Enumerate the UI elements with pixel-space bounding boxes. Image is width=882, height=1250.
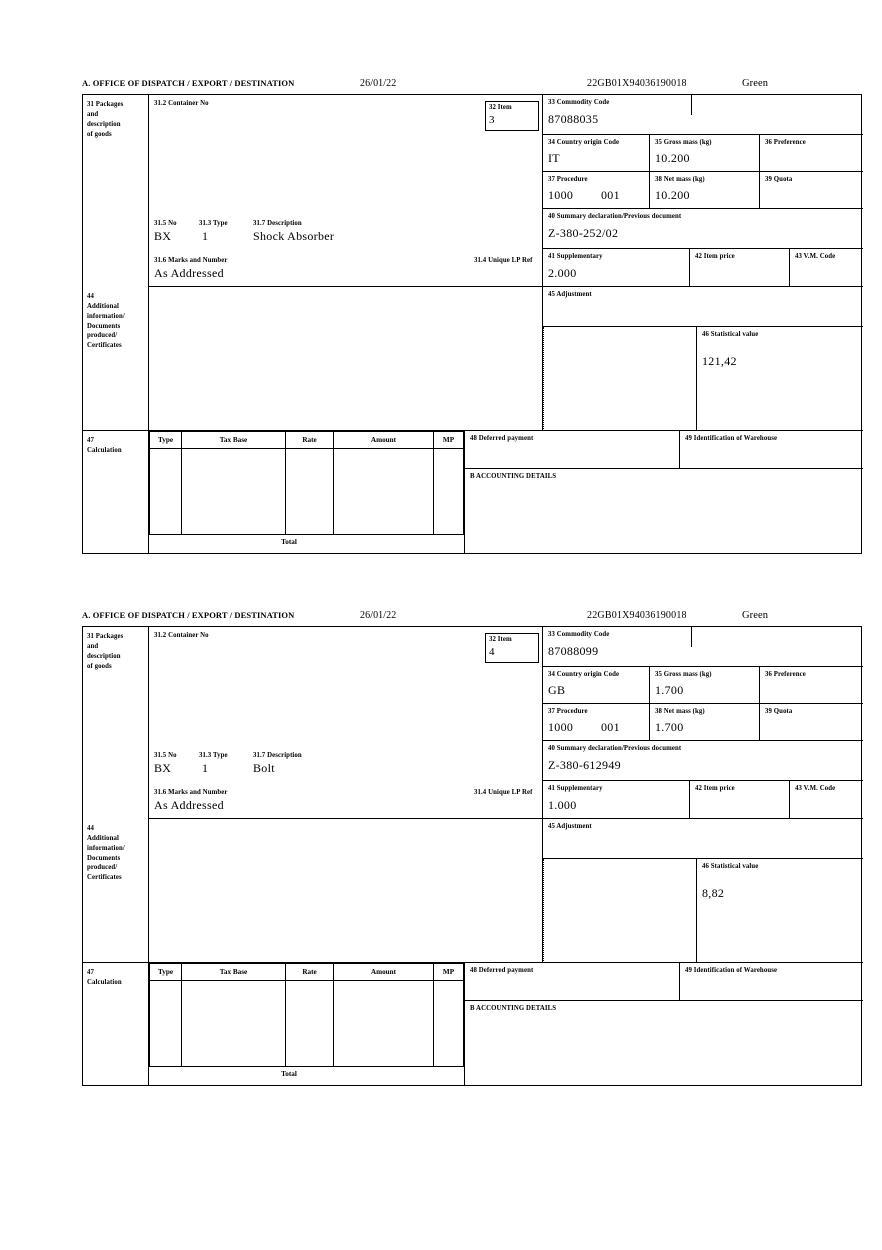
box-41-supplementary-2 <box>543 781 690 819</box>
box-44-content <box>149 287 543 431</box>
box-34-country-origin <box>543 135 650 172</box>
box-48-label-2: 48 Deferred payment <box>470 967 534 974</box>
calculation-table-body-2 <box>149 963 464 1067</box>
office-of-dispatch-label: A. OFFICE OF DISPATCH / EXPORT / DESTINATION <box>82 78 295 88</box>
box-38-value-2: 1.700 <box>655 719 684 734</box>
box-31-label-line4-2: of goods <box>87 662 112 670</box>
box-46-value: 121,42 <box>702 353 737 368</box>
calc-col-rate-body-2 <box>286 981 334 1066</box>
box-37-procedure-2 <box>543 704 650 741</box>
box-41-label: 41 Supplementary <box>548 253 603 260</box>
box-44-label-line2: Additional <box>87 302 119 310</box>
box-31-4-unique-lp-ref-label: 31.4 Unique LP Ref <box>474 257 533 264</box>
box-38-net-mass-2 <box>650 704 760 741</box>
box-44-label-line1: 44 <box>87 293 94 300</box>
box-31-6-marks-value-2: As Addressed <box>154 798 224 812</box>
box-36-preference <box>760 135 863 172</box>
box-42-label: 42 Item price <box>695 253 735 260</box>
box-39-label-2: 39 Quota <box>765 708 793 715</box>
box-31-label-line3: description <box>87 120 121 128</box>
box-38-label: 38 Net mass (kg) <box>655 176 705 183</box>
box-31-label-line4: of goods <box>87 130 112 138</box>
calc-total-label-2: Total <box>281 1070 297 1078</box>
box-32-item-2 <box>485 633 539 663</box>
box-34-label-2: 34 Country origin Code <box>548 671 620 678</box>
box-31-5-no-value-2: BX <box>154 761 172 775</box>
box-48-deferred-payment <box>464 431 679 469</box>
declaration-grid-1 <box>82 94 862 554</box>
box-31-label-line1: 31 Packages <box>87 101 124 108</box>
box-44-label-line5: produced/ <box>87 332 118 340</box>
box-33-commodity-code <box>543 95 863 135</box>
box-49-identification-warehouse-2 <box>679 963 863 1001</box>
box-37-label: 37 Procedure <box>548 176 588 183</box>
box-45-label: 45 Adjustment <box>548 291 592 298</box>
box-41-value: 2.000 <box>548 265 577 280</box>
box-33-divider <box>691 95 692 115</box>
box-44-label-line2-2: Additional <box>87 834 119 842</box>
box-48-label: 48 Deferred payment <box>470 435 534 442</box>
box-49-label-2: 49 Identification of Warehouse <box>685 967 778 974</box>
box-35-gross-mass-2 <box>650 667 760 704</box>
box-44-label-line1-2: 44 <box>87 825 94 832</box>
box-31-5-no-label-2: 31.5 No <box>154 752 177 759</box>
box-33-divider-2 <box>691 627 692 647</box>
box-34-label: 34 Country origin Code <box>548 139 620 146</box>
box-39-quota <box>760 172 863 209</box>
calculation-table-body <box>149 431 464 535</box>
box-35-gross-mass <box>650 135 760 172</box>
box-34-value: IT <box>548 150 560 165</box>
declaration-grid-2 <box>82 626 862 1086</box>
calc-col-rate-header-2: Rate <box>286 964 334 981</box>
box-40-summary-declaration-2 <box>543 741 863 781</box>
calc-col-mp-header-2: MP <box>434 964 463 981</box>
box-45-adjustment <box>543 287 863 327</box>
box-31-7-description-value: Shock Absorber <box>253 229 335 243</box>
calc-col-type-header: Type <box>150 432 182 449</box>
box-34-country-origin-2 <box>543 667 650 704</box>
calc-col-type-body-2 <box>150 981 182 1066</box>
box-40-summary-declaration <box>543 209 863 249</box>
box-43-label-2: 43 V.M. Code <box>795 785 836 792</box>
box-46-label-2: 46 Statistical value <box>702 863 759 870</box>
box-31-2-container-no-label: 31.2 Container No <box>154 100 209 107</box>
box-40-value: Z-380-252/02 <box>548 225 619 240</box>
box-b-accounting-details-2 <box>464 1001 863 1085</box>
box-31-3-type-label-2: 31.3 Type <box>199 752 228 759</box>
lane-status-2: Green <box>742 610 769 621</box>
box-31-description-area <box>149 95 543 287</box>
box-31-label-line3-2: description <box>87 652 121 660</box>
box-b-label-2: B ACCOUNTING DETAILS <box>470 1005 557 1012</box>
box-44-label-line4: Documents <box>87 322 121 330</box>
box-31-6-marks-label-2: 31.6 Marks and Number <box>154 789 228 796</box>
box-37-value-2-2: 001 <box>601 719 620 734</box>
box-47-label-line1-2: 47 <box>87 969 94 976</box>
calc-col-taxbase-body <box>182 449 286 534</box>
box-36-label: 36 Preference <box>765 139 806 146</box>
form-header-1 <box>82 78 862 94</box>
box-39-quota-2 <box>760 704 863 741</box>
calc-col-type-body <box>150 449 182 534</box>
box-46-statistical-value <box>696 327 863 431</box>
box-49-identification-warehouse <box>679 431 863 469</box>
box-31-7-description-label-2: 31.7 Description <box>253 752 302 759</box>
box-44-additional-information-2 <box>83 819 149 963</box>
box-38-label-2: 38 Net mass (kg) <box>655 708 705 715</box>
box-46-statistical-value-2 <box>696 859 863 963</box>
declaration-form-2 <box>82 610 862 1086</box>
calc-col-taxbase-header-2: Tax Base <box>182 964 286 981</box>
box-35-label: 35 Gross mass (kg) <box>655 139 712 146</box>
box-44-label-line6: Certificates <box>87 342 122 350</box>
box-41-value-2: 1.000 <box>548 797 577 812</box>
box-47-calculation <box>83 431 149 553</box>
box-31-3-type-value-2: 1 <box>202 761 209 775</box>
movement-reference-number-2: 22GB01X94036190018 <box>587 610 687 621</box>
box-47-calculation-2 <box>83 963 149 1085</box>
box-33-value: 87088035 <box>548 111 599 126</box>
calc-col-amount-header: Amount <box>334 432 434 449</box>
box-46-label: 46 Statistical value <box>702 331 759 338</box>
box-44-additional-information <box>83 287 149 431</box>
declaration-form-1 <box>82 78 862 554</box>
box-31-7-description-value-2: Bolt <box>253 761 275 775</box>
box-31-label-line1-2: 31 Packages <box>87 633 124 640</box>
box-31-packages-2 <box>83 627 149 819</box>
box-47-label-line2: Calculation <box>87 446 122 454</box>
box-32-item <box>485 101 539 131</box>
declaration-date: 26/01/22 <box>360 78 397 89</box>
box-48-deferred-payment-2 <box>464 963 679 1001</box>
box-37-value-2: 001 <box>601 187 620 202</box>
box-33-value-2: 87088099 <box>548 643 599 658</box>
box-46-value-2: 8,82 <box>702 885 725 900</box>
box-40-label-2: 40 Summary declaration/Previous document <box>548 745 682 752</box>
box-44-label-line6-2: Certificates <box>87 874 122 882</box>
box-47-label-line1: 47 <box>87 437 94 444</box>
box-44-content-2 <box>149 819 543 963</box>
box-37-value-1-2: 1000 <box>548 719 574 734</box>
box-46-blank-area <box>543 327 696 431</box>
box-31-5-no-label: 31.5 No <box>154 220 177 227</box>
box-31-description-area-2 <box>149 627 543 819</box>
office-of-dispatch-label-2: A. OFFICE OF DISPATCH / EXPORT / DESTINATION <box>82 610 295 620</box>
box-34-value-2: GB <box>548 682 566 697</box>
calculation-table <box>149 431 464 553</box>
calc-col-taxbase-body-2 <box>182 981 286 1066</box>
box-31-3-type-value: 1 <box>202 229 209 243</box>
box-45-adjustment-2 <box>543 819 863 859</box>
box-36-label-2: 36 Preference <box>765 671 806 678</box>
box-33-label-2: 33 Commodity Code <box>548 631 610 638</box>
calc-col-mp-body <box>434 449 463 534</box>
box-b-label: B ACCOUNTING DETAILS <box>470 473 557 480</box>
box-41-supplementary <box>543 249 690 287</box>
box-31-5-no-value: BX <box>154 229 172 243</box>
form-header-2 <box>82 610 862 626</box>
box-33-label: 33 Commodity Code <box>548 99 610 106</box>
box-35-value-2: 1.700 <box>655 682 684 697</box>
calc-col-amount-header-2: Amount <box>334 964 434 981</box>
box-38-net-mass <box>650 172 760 209</box>
box-31-label-line2: and <box>87 110 99 118</box>
box-31-3-type-label: 31.3 Type <box>199 220 228 227</box>
box-37-procedure <box>543 172 650 209</box>
calc-col-taxbase-header: Tax Base <box>182 432 286 449</box>
calculation-table-2 <box>149 963 464 1085</box>
box-31-7-description-label: 31.7 Description <box>253 220 302 227</box>
box-35-label-2: 35 Gross mass (kg) <box>655 671 712 678</box>
box-44-label-line4-2: Documents <box>87 854 121 862</box>
box-42-label-2: 42 Item price <box>695 785 735 792</box>
box-37-label-2: 37 Procedure <box>548 708 588 715</box>
box-32-item-value: 3 <box>489 113 495 126</box>
box-42-item-price-2 <box>690 781 790 819</box>
declaration-date-2: 26/01/22 <box>360 610 397 621</box>
box-32-item-label-2: 32 Item <box>489 636 512 643</box>
box-44-label-line5-2: produced/ <box>87 864 118 872</box>
box-46-blank-area-2 <box>543 859 696 963</box>
box-43-vm-code <box>790 249 863 287</box>
box-42-item-price <box>690 249 790 287</box>
box-41-label-2: 41 Supplementary <box>548 785 603 792</box>
box-36-preference-2 <box>760 667 863 704</box>
box-39-label: 39 Quota <box>765 176 793 183</box>
lane-status: Green <box>742 78 769 89</box>
box-40-label: 40 Summary declaration/Previous document <box>548 213 682 220</box>
calc-total-label: Total <box>281 538 297 546</box>
box-38-value: 10.200 <box>655 187 690 202</box>
calc-col-amount-body-2 <box>334 981 434 1066</box>
box-35-value: 10.200 <box>655 150 690 165</box>
box-37-value-1: 1000 <box>548 187 574 202</box>
movement-reference-number: 22GB01X94036190018 <box>587 78 687 89</box>
box-43-vm-code-2 <box>790 781 863 819</box>
box-31-4-unique-lp-ref-label-2: 31.4 Unique LP Ref <box>474 789 533 796</box>
box-43-label: 43 V.M. Code <box>795 253 836 260</box>
box-32-item-value-2: 4 <box>489 645 495 658</box>
box-49-label: 49 Identification of Warehouse <box>685 435 778 442</box>
box-33-commodity-code-2 <box>543 627 863 667</box>
calc-col-mp-header: MP <box>434 432 463 449</box>
box-47-label-line2-2: Calculation <box>87 978 122 986</box>
box-31-2-container-no-label-2: 31.2 Container No <box>154 632 209 639</box>
box-44-label-line3-2: information/ <box>87 844 125 852</box>
calc-col-rate-body <box>286 449 334 534</box>
calc-col-mp-body-2 <box>434 981 463 1066</box>
box-44-label-line3: information/ <box>87 312 125 320</box>
box-b-accounting-details <box>464 469 863 553</box>
calc-col-amount-body <box>334 449 434 534</box>
box-31-6-marks-label: 31.6 Marks and Number <box>154 257 228 264</box>
box-40-value-2: Z-380-612949 <box>548 757 621 772</box>
box-31-label-line2-2: and <box>87 642 99 650</box>
box-32-item-label: 32 Item <box>489 104 512 111</box>
calc-col-rate-header: Rate <box>286 432 334 449</box>
calc-col-type-header-2: Type <box>150 964 182 981</box>
box-45-label-2: 45 Adjustment <box>548 823 592 830</box>
box-31-packages <box>83 95 149 287</box>
box-31-6-marks-value: As Addressed <box>154 266 224 280</box>
